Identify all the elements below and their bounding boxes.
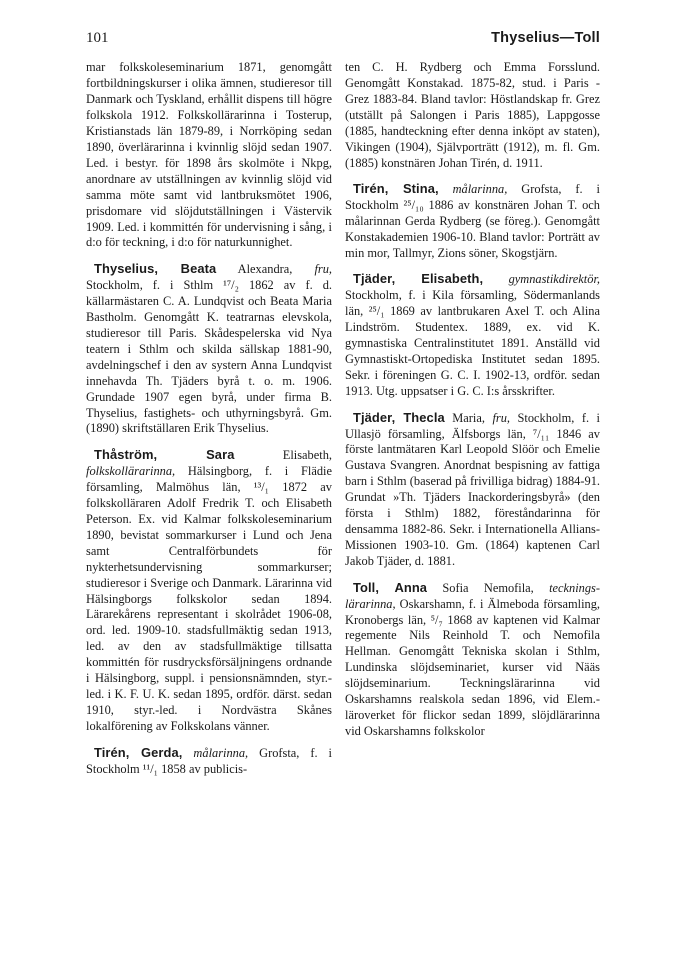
entry-given-names: Elisabeth, (234, 447, 332, 462)
entry-given-names: Alexandra, (216, 261, 315, 276)
entry-name: Tjäder, Thecla (353, 409, 445, 425)
entry-text: Grofsta, f. i Stockholm ¹¹/₁ 1858 av publicis- (86, 745, 332, 776)
entry-given-names: Sofia Nemofila, (427, 580, 550, 595)
entry-text: Hälsingborg, f. i Flädie församling, Malmöhus län, ¹³/₁ 1872 av folkskolläraren Adolf Fredrik T. och Elisabeth Peterson. Ex. vid Kalmar folkskoleseminarium 1890, bevistat sommarkurser i Lund och Jena samt Centralförbundets för nykterhetsundervisning sommarkurser; studieresor i Sverige och Danmark. Lärarinna vid Hälsingborgs folkskolor sedan 1894. Lärarekårens representant i skolrådet 1906-08, ord. led. 1909-10. stadsfullmäktig sedan 1913, led. av den av stadsfullmäktige tillsatta kommittén för rusdrycksförsäljningens ordnande i Hälsingborg, suppl. i pensionsnämnden, styr.-led. i K. F. U. K. sedan 1895, ordför. därst. sedan 1910, styr.-led. i Nordvästra Skånes lokalförening av Folkskolans vänner. (86, 463, 332, 734)
biography-entry (345, 271, 600, 400)
entry-name: Tjäder, Elisabeth, (353, 271, 484, 287)
left-column (86, 60, 332, 777)
entry-text: Stockholm, f. i Kila församling, Södermanlands län, ²⁵/₁ 1869 av lantbrukaren Axel T. och Alina Lindström. Studentex. 1889, ex. vid K. gymnastiska Centralinstitutet 1891. Anställd vid Gymnastiskt-Ortopediska Institutet sedan 1895. Sekr. i föreningen G. C. I. 1902-13, ordför. sedan 1913. Utg. uppsatser i G. C. I:s årsskrifter. (345, 288, 600, 399)
page-number: 101 (86, 30, 109, 46)
biography-entry (86, 261, 332, 437)
entry-name: Thåström, Sara (94, 446, 235, 462)
entry-title: tecknings-lärarinna, (345, 580, 600, 611)
entry-title: gymnastikdirektör, (508, 272, 600, 287)
entry-name: Tirén, Gerda, (94, 744, 183, 760)
entry-given-names (439, 182, 453, 196)
continued-entry-text: mar folkskoleseminarium 1871, genomgått fortbildningskurser i olika ämnen, studieresor till Danmark och Tyskland, erhållit dispens till högre folkskola 1912. Folkskollärarinna i Tosterup, Kristianstads län 1879-89, i Norrköping sedan 1890, överlärarinna i kvinnlig slöjd sedan 1907. Led. i bestyr. för 1898 års skolmöte i Nkpg, anordnare av utställningen av kvinnlig slöjd vid samma möte samt vid lantbruksmötet 1906, prisdomare vid slöjdutställningen i Västervik 1909. Led. i kommittén för undervisning i sång, i d:o för teckning, i d:o för naturkunnighet. (86, 60, 332, 250)
entry-text: Grofsta, f. i Stockholm ²⁵/₁₀ 1886 av konstnären Johan T. och målarinnan Gerda Rydberg (se föreg.). Genomgått Konstakademien 1906-10. Bland tavlor: Porträtt av min mor, Tallmyr, Zions söner, Skogstjärn. (345, 182, 601, 260)
biography-entry (345, 181, 600, 262)
biography-entry (345, 580, 600, 741)
entry-name: Toll, Anna (353, 579, 428, 595)
biography-entry (345, 410, 600, 571)
entry-given-names: Maria, (444, 410, 493, 425)
right-column (345, 60, 600, 740)
biography-entry (86, 745, 332, 778)
page-header (86, 30, 600, 52)
entry-title: målarinna, (193, 745, 249, 760)
entry-name: Thyselius, Beata (94, 260, 217, 276)
entry-title: fru, (314, 261, 332, 276)
entry-given-names (483, 272, 508, 286)
entry-text: Stockholm, f. i Sthlm ¹⁷/₂ 1862 av f. d. källarmästaren C. A. Lundqvist och Beata Maria Bastholm. Genomgått K. teatrarnas elevskola, studieresor till Paris. Skådespelerska vid Nya teatern i Sthlm och skilda sällskap 1881-90, avdelningschef i den av systern Anna Lundqvist innehavda Th. Tjäders byrå t. o. m. 1906. Grundade 1907 egen byrå, under firma B. Thyselius, fastighets- och uthyrningsbyrå. Gm. (1890) skriftställaren Erik Thyselius. (86, 277, 332, 436)
biography-entry (86, 447, 332, 735)
entry-given-names (182, 746, 193, 760)
entry-title: fru, (492, 410, 511, 425)
entry-text: Stockholm, f. i Ullasjö församling, Älfsborgs län, ⁷/₁₁ 1846 av förste lantmätaren Karl Leopold Slöör och Emelie Gustava Svangren. Anordnat bespisning av fattiga barn i Sthlm (baserad på frivilliga bidrag) 1884-91. Grundat »Th. Tjäders Inackorderingsbyrå» (den första i Sthlm) 1882, föreståndarinna för densamma 1882-86. Sekr. i Internationella Allians-Missionen 1903-10. Gm. (1864) kaptenen Carl Jakob Tjäder, d. 1881. (345, 410, 600, 569)
continued-entry-text: ten C. H. Rydberg och Emma Forsslund. Genomgått Konstakad. 1875-82, stud. i Paris - Grez 1883-84. Bland tavlor: Höstlandskap fr. Grez (utställt på Salongen i Paris 1885), Lappgosse (1885, handteckning efter denna inköpt av staten), Vikingen (1904), Självporträtt (1912), m. fl. Gm. (1885) konstnären Johan Tirén, d. 1911. (345, 60, 600, 170)
entry-text: Oskarshamn, f. i Älmeboda församling, Kronobergs län, ⁵/₇ 1868 av kaptenen vid Kalmar regemente Nils Reinhold T. och Nemofila Hellman. Genomgått Tekniska skolan i Sthlm, Lundinska slöjdseminariet, kurser vid Nääs slöjdseminarium. Teckningslärarinna vid Oskarshamns realskola sedan 1896, vid Elem.-läroverket för flickor sedan 1899, slöjdlärarinna vid Oskarshamns folkskolor (345, 596, 600, 739)
entry-title: målarinna, (452, 182, 508, 197)
entry-title: folkskollärarinna, (86, 463, 176, 478)
entry-name: Tirén, Stina, (353, 181, 439, 197)
running-title: Thyselius—Toll (491, 30, 600, 46)
